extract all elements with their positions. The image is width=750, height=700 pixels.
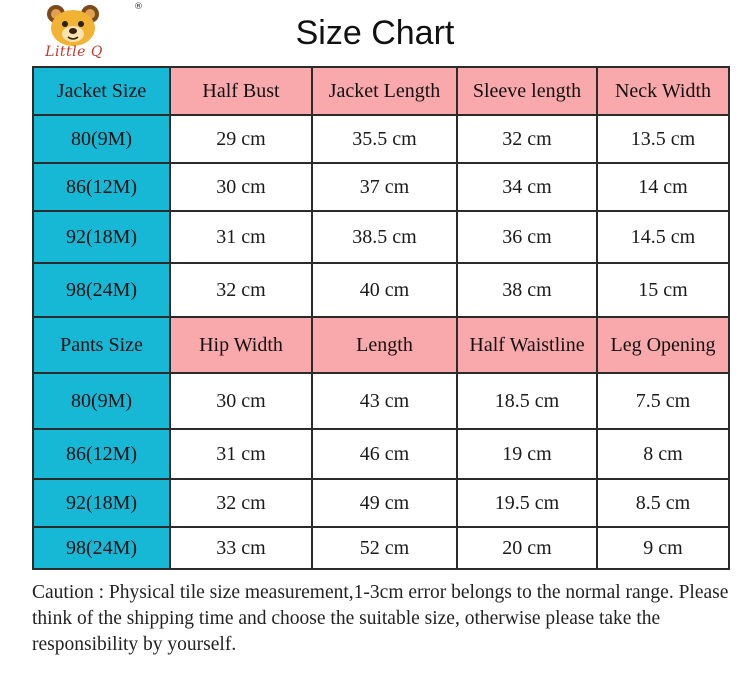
value-cell: 8 cm [597, 429, 729, 479]
value-cell: 46 cm [312, 429, 457, 479]
value-cell: 13.5 cm [597, 115, 729, 163]
caution-note: Caution : Physical tile size measurement,1-3cm error belongs to the normal range. Please think of the shipping time and choose the suitable size, otherwise please take the responsibility by yourself. [32, 582, 729, 655]
value-cell: 34 cm [457, 163, 597, 211]
half-waistline-header: Half Waistline [457, 317, 597, 373]
value-cell: 19 cm [457, 429, 597, 479]
value-cell: 32 cm [457, 115, 597, 163]
neck-width-header: Neck Width [597, 67, 729, 115]
table-row [33, 115, 729, 163]
value-cell: 18.5 cm [457, 373, 597, 429]
value-cell: 37 cm [312, 163, 457, 211]
value-cell: 31 cm [170, 211, 312, 263]
hip-width-header: Hip Width [170, 317, 312, 373]
table-row [33, 211, 729, 263]
logo-text: Little Q [45, 44, 103, 60]
value-cell: 19.5 cm [457, 479, 597, 527]
size-cell: 98(24M) [33, 263, 170, 317]
size-cell: 80(9M) [33, 373, 170, 429]
registered-mark: ® [134, 2, 143, 12]
value-cell: 33 cm [170, 527, 312, 569]
size-cell: 86(12M) [33, 429, 170, 479]
value-cell: 32 cm [170, 479, 312, 527]
value-cell: 38.5 cm [312, 211, 457, 263]
page-title: Size Chart [295, 14, 455, 52]
value-cell: 49 cm [312, 479, 457, 527]
table-row [33, 479, 729, 527]
size-cell: 92(18M) [33, 211, 170, 263]
pants-header-row [33, 317, 729, 373]
jacket-header-row [33, 67, 729, 115]
value-cell: 40 cm [312, 263, 457, 317]
size-cell: 80(9M) [33, 115, 170, 163]
value-cell: 8.5 cm [597, 479, 729, 527]
length-header: Length [312, 317, 457, 373]
value-cell: 14.5 cm [597, 211, 729, 263]
value-cell: 43 cm [312, 373, 457, 429]
value-cell: 30 cm [170, 373, 312, 429]
jacket-size-header: Jacket Size [33, 67, 170, 115]
sleeve-length-header: Sleeve length [457, 67, 597, 115]
value-cell: 36 cm [457, 211, 597, 263]
value-cell: 30 cm [170, 163, 312, 211]
size-cell: 98(24M) [33, 527, 170, 569]
half-bust-header: Half Bust [170, 67, 312, 115]
value-cell: 31 cm [170, 429, 312, 479]
value-cell: 35.5 cm [312, 115, 457, 163]
jacket-length-header: Jacket Length [312, 67, 457, 115]
size-chart-table [32, 66, 730, 570]
value-cell: 29 cm [170, 115, 312, 163]
table-row [33, 373, 729, 429]
value-cell: 14 cm [597, 163, 729, 211]
value-cell: 32 cm [170, 263, 312, 317]
value-cell: 38 cm [457, 263, 597, 317]
size-cell: 86(12M) [33, 163, 170, 211]
value-cell: 52 cm [312, 527, 457, 569]
value-cell: 9 cm [597, 527, 729, 569]
value-cell: 15 cm [597, 263, 729, 317]
leg-opening-header: Leg Opening [597, 317, 729, 373]
pants-size-header: Pants Size [33, 317, 170, 373]
value-cell: 20 cm [457, 527, 597, 569]
size-cell: 92(18M) [33, 479, 170, 527]
table-row [33, 163, 729, 211]
value-cell: 7.5 cm [597, 373, 729, 429]
table-row [33, 263, 729, 317]
table-row [33, 527, 729, 569]
table-row [33, 429, 729, 479]
